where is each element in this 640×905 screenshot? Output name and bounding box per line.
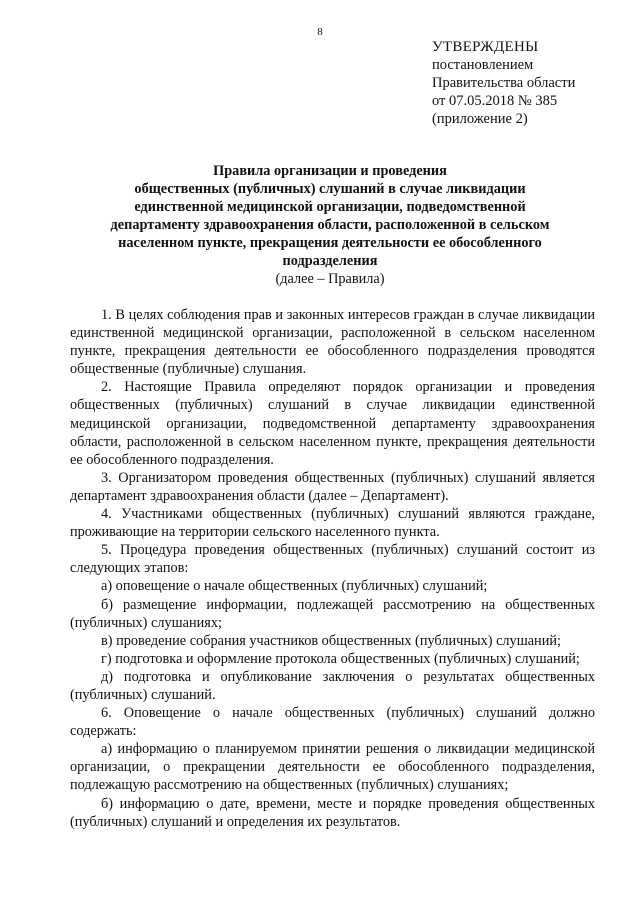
paragraph: б) информацию о дате, времени, месте и порядке проведения общественных (публичных) слушаний и определения их результатов. (70, 795, 595, 830)
paragraph: б) размещение информации, подлежащей рассмотрению на общественных (публичных) слушаниях; (70, 596, 595, 631)
document-title (70, 162, 590, 288)
paragraph: г) подготовка и оформление протокола общественных (публичных) слушаний; (101, 650, 580, 667)
paragraph: 1. В целях соблюдения прав и законных интересов граждан в случае ликвидации единственной медицинской организации, расположенной в сельском населенном пункте, прекращения деятельности ее обособленного подразделения проводятся общественные (публичные) слушания. (70, 307, 595, 378)
approval-heading: УТВЕРЖДЕНЫ (432, 39, 539, 55)
paragraph: 5. Процедура проведения общественных (публичных) слушаний состоит из следующих этапов: (70, 542, 595, 577)
title-line: департаменту здравоохранения области, расположенной в сельском (110, 217, 550, 233)
approval-stamp (432, 38, 632, 128)
paragraph: 6. Оповещение о начале общественных (публичных) слушаний должно содержать: (70, 705, 595, 740)
paragraph: 2. Настоящие Правила определяют порядок организации и проведения общественных (публичных) слушаний в случае ликвидации единственной медицинской организации, подведомственной департаменту здравоохранения области, расположенной в сельском населенном пункте, прекращения деятельности ее обособленного подразделения. (70, 379, 595, 468)
approval-line: от 07.05.2018 № 385 (432, 93, 558, 109)
title-line: единственной медицинской организации, подведомственной (134, 199, 526, 215)
approval-line: постановлением (432, 57, 534, 73)
paragraph: 4. Участниками общественных (публичных) слушаний являются граждане, проживающие на территории сельского населенного пункта. (70, 506, 595, 541)
document-body (70, 306, 595, 831)
page-number: 8 (317, 26, 323, 38)
paragraph: в) проведение собрания участников общественных (публичных) слушаний; (101, 632, 561, 649)
approval-line: Правительства области (432, 75, 576, 91)
title-line: населенном пункте, прекращения деятельности ее обособленного (118, 235, 542, 251)
title-line: подразделения (282, 253, 378, 269)
paragraph: а) оповещение о начале общественных (публичных) слушаний; (101, 578, 488, 595)
paragraph: а) информацию о планируемом принятии решения о ликвидации медицинской организации, о прекращении деятельности ее обособленного подразделения, подлежащую рассмотрению на общественных (публичных) слушаниях; (70, 741, 595, 794)
paragraph: 3. Организатором проведения общественных (публичных) слушаний является департамент здравоохранения области (далее – Департамент). (70, 469, 595, 504)
title-line: Правила организации и проведения (213, 163, 447, 179)
title-subtitle: (далее – Правила) (275, 271, 385, 287)
approval-line: (приложение 2) (432, 111, 528, 127)
title-line: общественных (публичных) слушаний в случае ликвидации (134, 181, 526, 197)
paragraph: д) подготовка и опубликование заключения о результатах общественных (публичных) слушаний. (70, 668, 595, 703)
